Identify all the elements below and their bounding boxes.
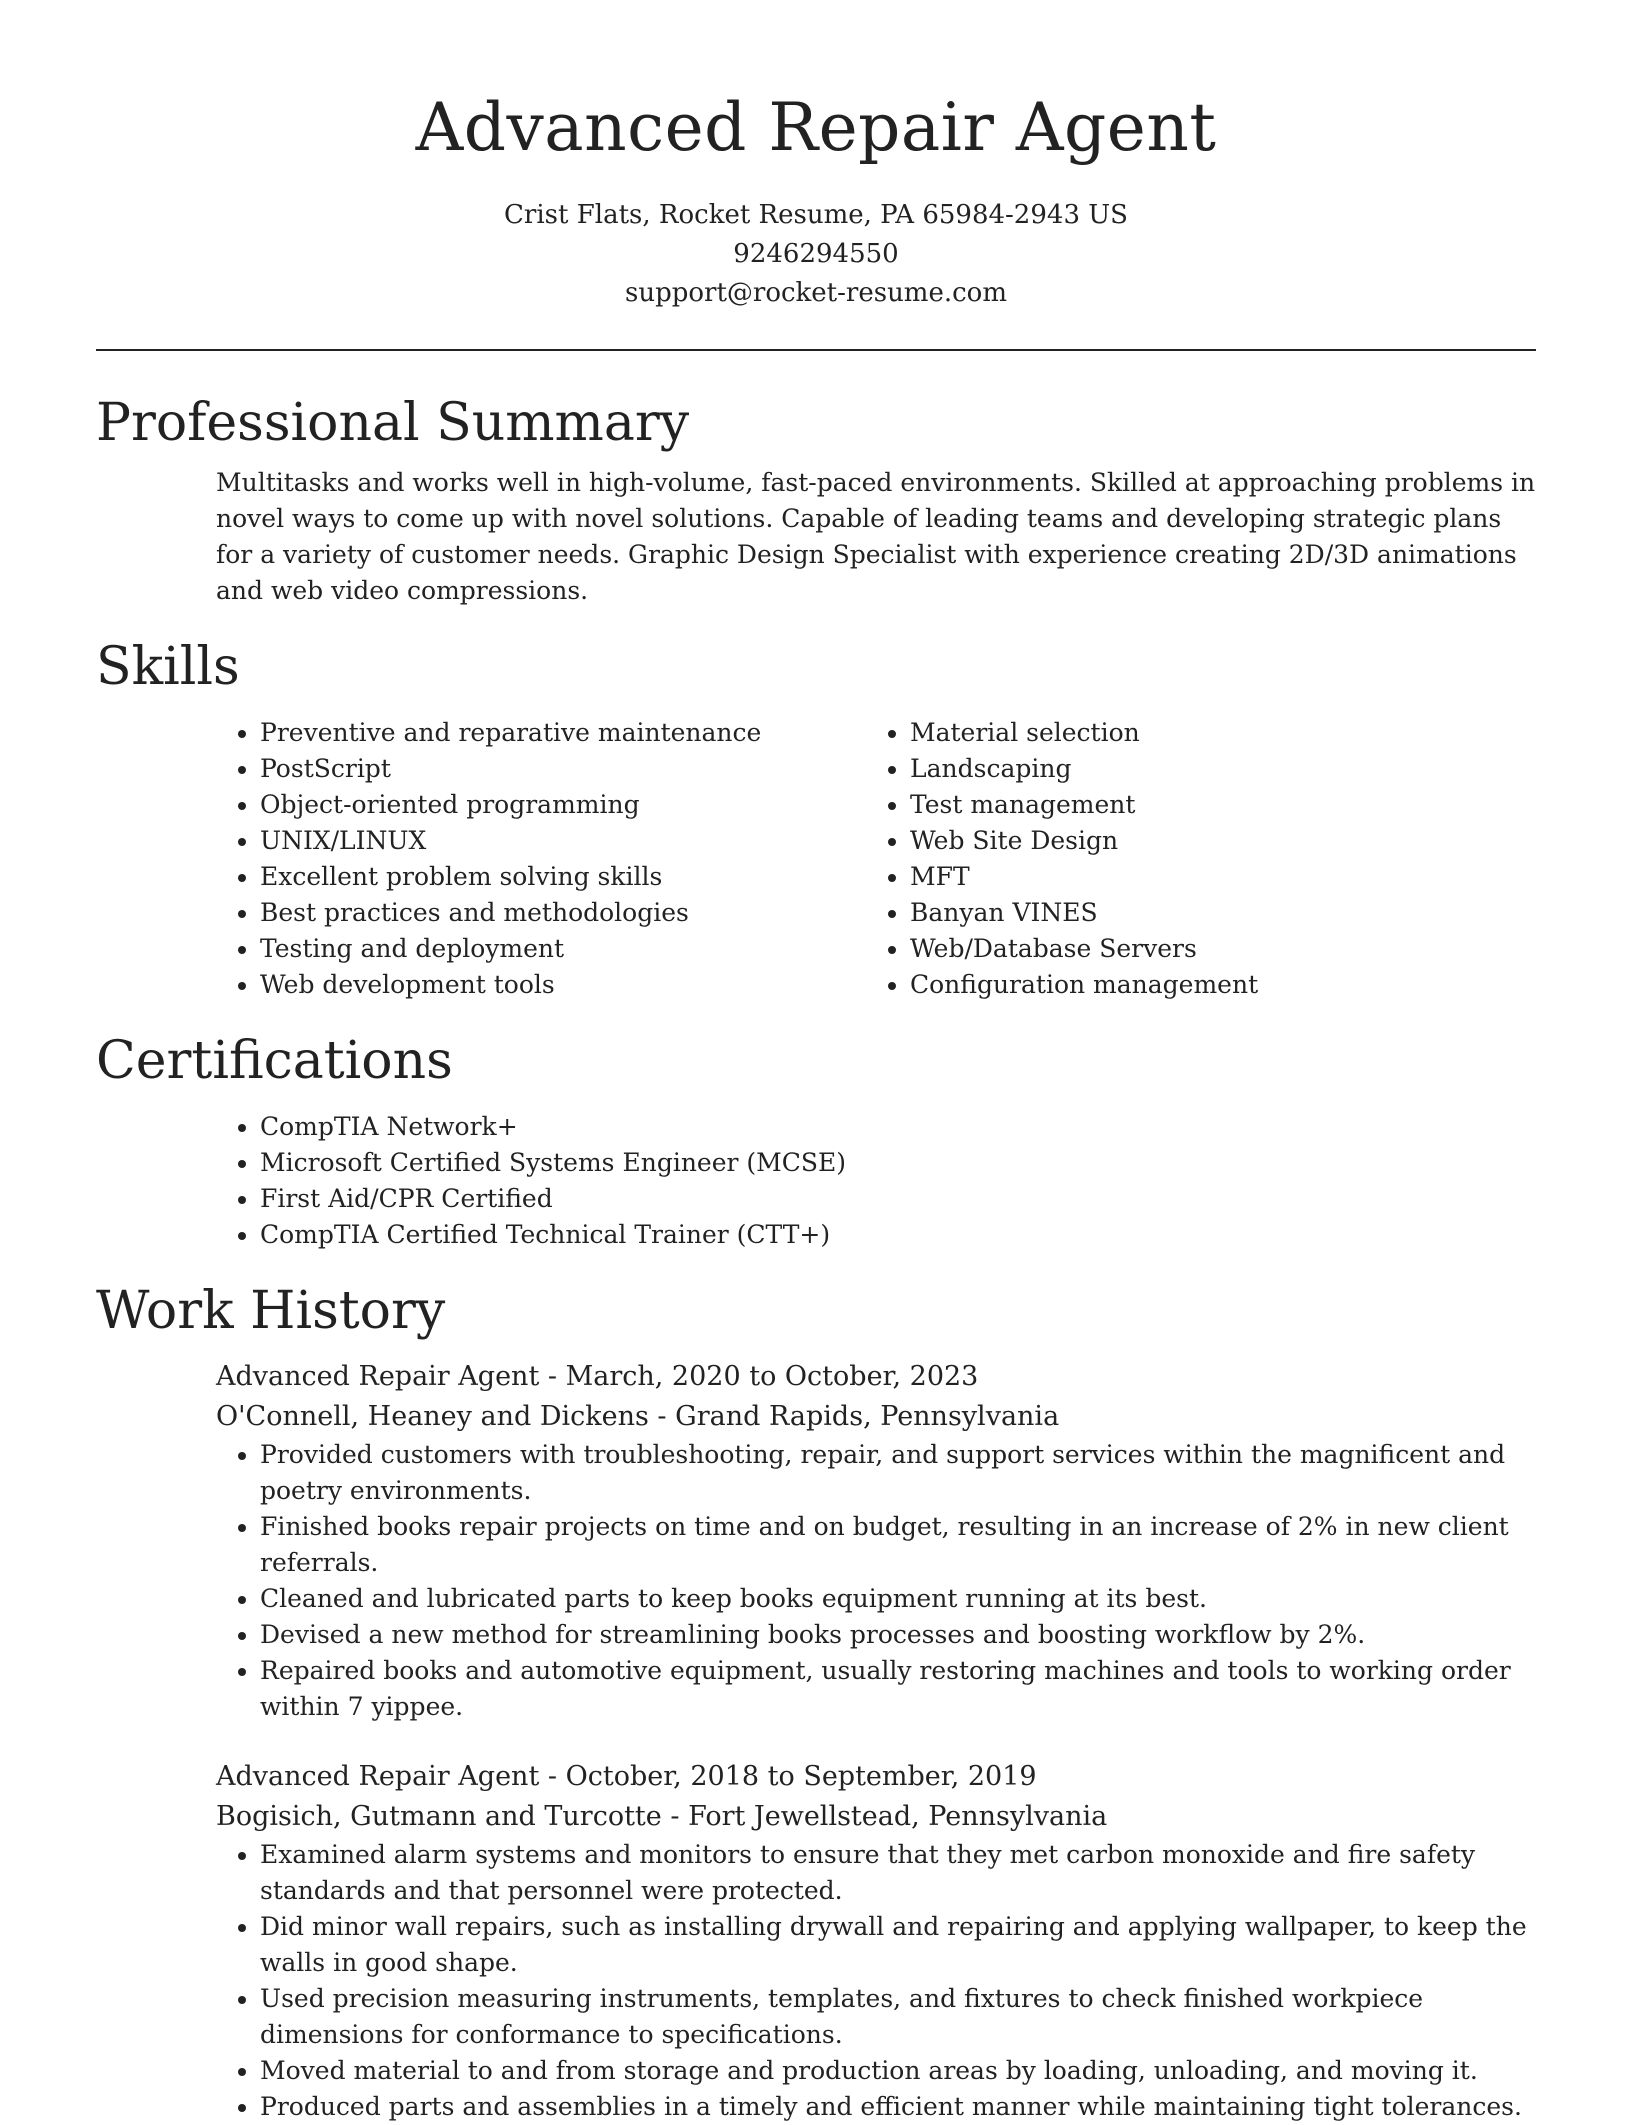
certifications-heading: Certifications	[96, 1031, 453, 1091]
job-bullet: • Repaired books and automotive equipment, usually restoring machines and tools to working order within 7 yippee.	[260, 1653, 1536, 1725]
skill-item: • Excellent problem solving skills	[260, 859, 866, 895]
job-bullets	[216, 1837, 1536, 2125]
contact-email: support@rocket-resume.com	[624, 278, 1007, 308]
job-location: Grand Rapids, Pennsylvania	[675, 1401, 1060, 1432]
skill-item: • Preventive and reparative maintenance	[260, 715, 866, 751]
skill-item: • MFT	[910, 859, 1536, 895]
certification-item: • CompTIA Certified Technical Trainer (CTT+)	[260, 1217, 1536, 1253]
skill-item: • Banyan VINES	[910, 895, 1536, 931]
skills-section	[96, 635, 1536, 1003]
job-location: Fort Jewellstead, Pennsylvania	[688, 1801, 1108, 1832]
skill-item: • Web Site Design	[910, 823, 1536, 859]
job-bullet: • Moved material to and from storage and production areas by loading, unloading, and moving it.	[260, 2053, 1536, 2089]
contact-address: Crist Flats, Rocket Resume, PA 65984-2943 US	[504, 200, 1128, 230]
job-entry	[216, 1357, 1536, 1725]
summary-heading: Professional Summary	[96, 393, 690, 453]
job-company: O'Connell, Heaney and Dickens	[216, 1401, 649, 1432]
job-bullets	[216, 1437, 1536, 1725]
skills-list-right	[866, 715, 1536, 1003]
contact-block	[96, 196, 1536, 313]
skills-list-left	[216, 715, 866, 1003]
skill-item: • Configuration management	[910, 967, 1536, 1003]
contact-phone: 9246294550	[733, 239, 899, 269]
job-dates: October, 2018 to September, 2019	[565, 1761, 1037, 1792]
job-bullet: • Did minor wall repairs, such as installing drywall and repairing and applying wallpaper, to keep the walls in good shape.	[260, 1909, 1536, 1981]
header-divider	[96, 349, 1536, 351]
skill-item: • Best practices and methodologies	[260, 895, 866, 931]
job-dates: March, 2020 to October, 2023	[565, 1361, 979, 1392]
job-title-line: Advanced Repair Agent - March, 2020 to October, 2023	[216, 1361, 979, 1392]
work-history-section	[96, 1279, 1536, 2125]
job-company-line: O'Connell, Heaney and Dickens - Grand Rapids, Pennsylvania	[216, 1401, 1060, 1432]
skill-item: • Object-oriented programming	[260, 787, 866, 823]
job-entry	[216, 1757, 1536, 2125]
resume-header	[96, 0, 1536, 313]
job-title: Advanced Repair Agent	[216, 1361, 540, 1392]
job-bullet: • Cleaned and lubricated parts to keep books equipment running at its best.	[260, 1581, 1536, 1617]
job-title-line: Advanced Repair Agent - October, 2018 to September, 2019	[216, 1761, 1037, 1792]
skills-heading: Skills	[96, 637, 240, 697]
job-company: Bogisich, Gutmann and Turcotte	[216, 1801, 662, 1832]
job-bullet: • Devised a new method for streamlining books processes and boosting workflow by 2%.	[260, 1617, 1536, 1653]
work-history-heading: Work History	[96, 1281, 446, 1341]
job-bullet: • Provided customers with troubleshooting, repair, and support services within the magnificent and poetry environments.	[260, 1437, 1536, 1509]
job-bullet: • Produced parts and assemblies in a timely and efficient manner while maintaining tight tolerances.	[260, 2089, 1536, 2125]
skill-item: • Test management	[910, 787, 1536, 823]
certifications-section	[96, 1029, 1536, 1253]
candidate-name: Advanced Repair Agent	[415, 89, 1217, 166]
skill-item: • UNIX/LINUX	[260, 823, 866, 859]
skill-item: • Testing and deployment	[260, 931, 866, 967]
job-bullet: • Used precision measuring instruments, templates, and fixtures to check finished workpiece dimensions for conformance to specifications.	[260, 1981, 1536, 2053]
certifications-list	[216, 1109, 1536, 1253]
summary-text: Multitasks and works well in high-volume, fast-paced environments. Skilled at approaching problems in novel ways to come up with novel solutions. Capable of leading teams and developing strategic plans for a variety of customer needs. Graphic Design Specialist with experience creating 2D/3D animations and web video compressions.	[216, 468, 1536, 605]
certification-item: • Microsoft Certified Systems Engineer (MCSE)	[260, 1145, 1536, 1181]
skill-item: • Material selection	[910, 715, 1536, 751]
summary-section	[96, 391, 1536, 609]
skills-grid	[216, 715, 1536, 1003]
certification-item: • First Aid/CPR Certified	[260, 1181, 1536, 1217]
job-bullet: • Finished books repair projects on time and on budget, resulting in an increase of 2% in new client referrals.	[260, 1509, 1536, 1581]
skill-item: • PostScript	[260, 751, 866, 787]
skill-item: • Landscaping	[910, 751, 1536, 787]
job-company-line: Bogisich, Gutmann and Turcotte - Fort Jewellstead, Pennsylvania	[216, 1801, 1108, 1832]
certification-item: • CompTIA Network+	[260, 1109, 1536, 1145]
skill-item: • Web development tools	[260, 967, 866, 1003]
job-title: Advanced Repair Agent	[216, 1761, 540, 1792]
job-bullet: • Examined alarm systems and monitors to ensure that they met carbon monoxide and fire safety standards and that personnel were protected.	[260, 1837, 1536, 1909]
skill-item: • Web/Database Servers	[910, 931, 1536, 967]
